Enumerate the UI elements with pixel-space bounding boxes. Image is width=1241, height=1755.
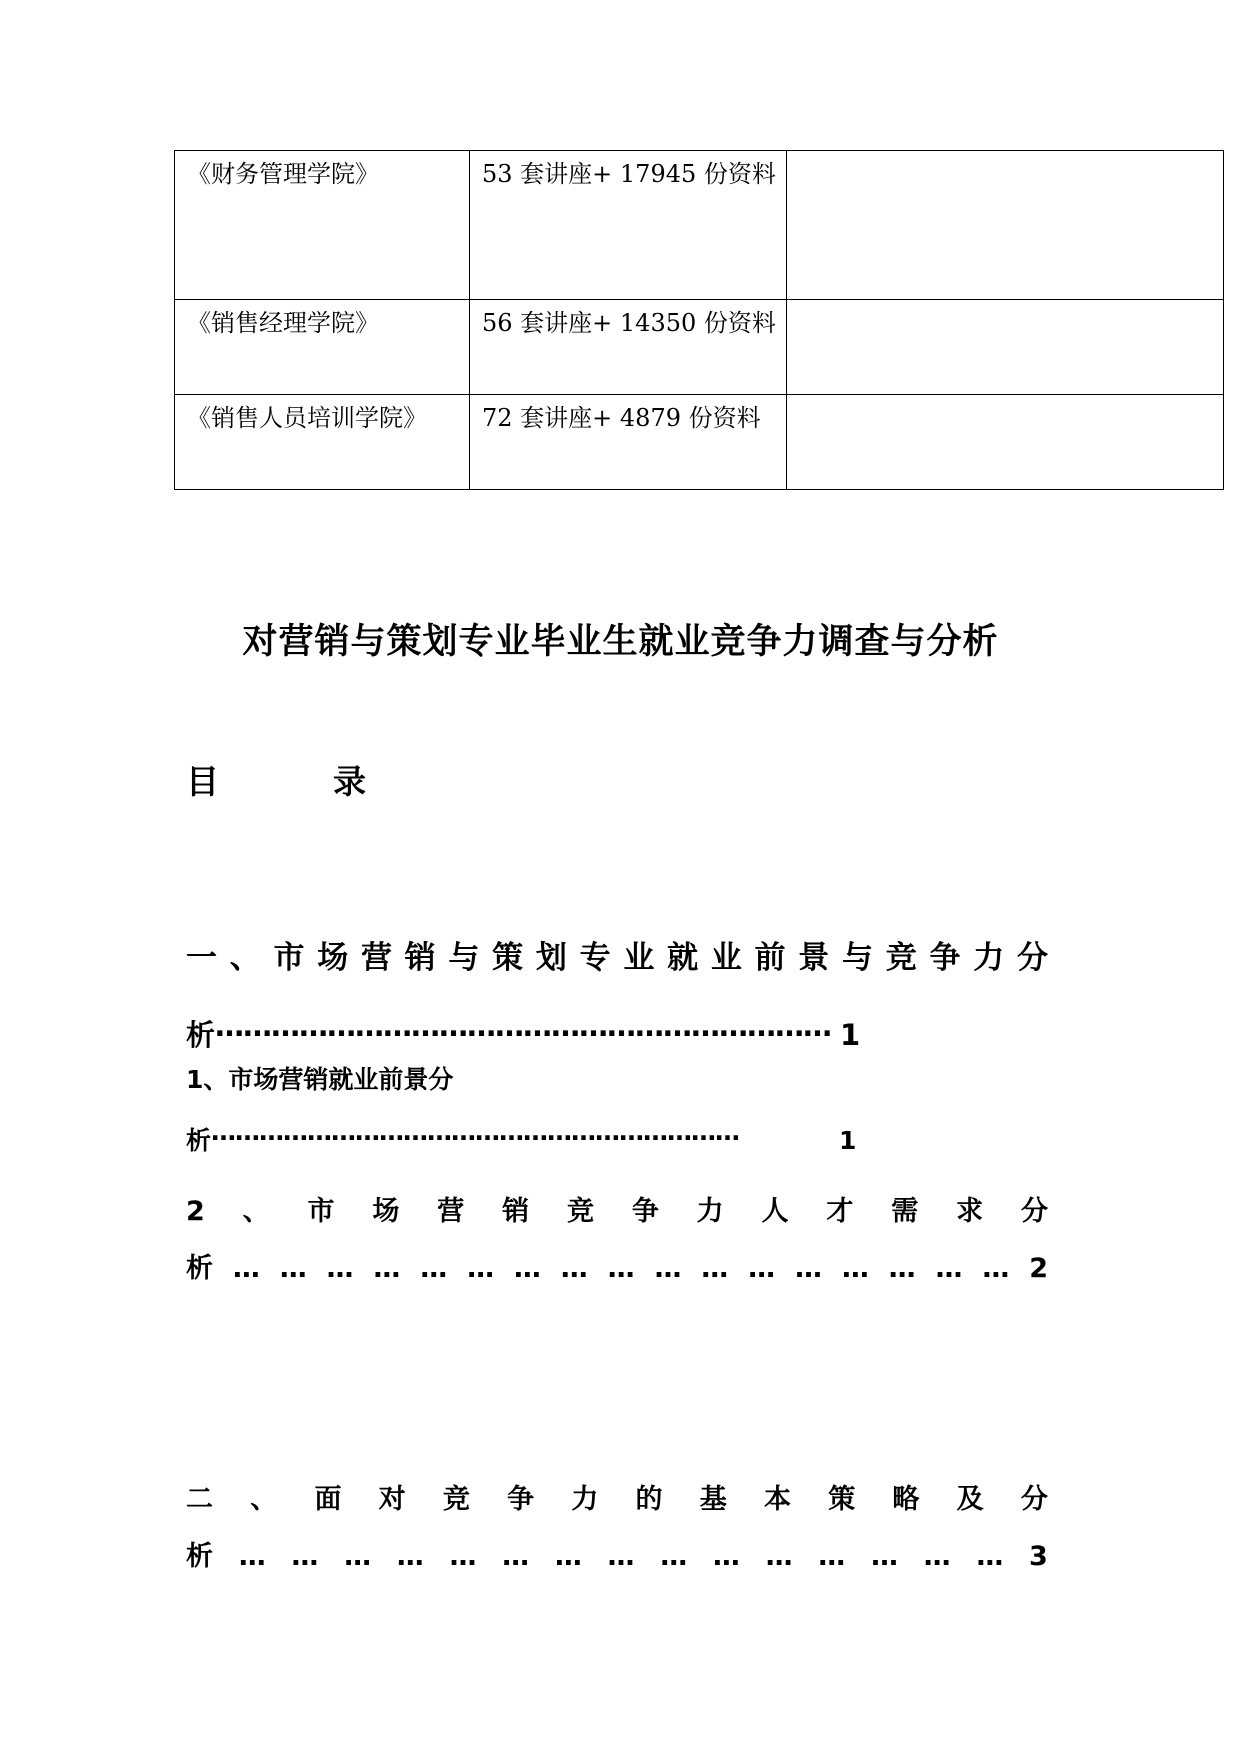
toc-entry-char: 专 [579, 940, 611, 976]
table-cell-name: 《销售经理学院》 [175, 300, 470, 395]
toc-leader-dots: … [982, 1253, 1010, 1284]
toc-entry-char: 一 [186, 940, 217, 976]
toc-entry-char: 及 [956, 1484, 984, 1515]
toc-leader-dots: … [420, 1253, 448, 1284]
toc-entry-char: 场 [317, 940, 349, 976]
toc-leader-dots: … [396, 1541, 424, 1572]
toc-entry-lead: 析 [186, 1253, 213, 1284]
toc-leader-dots: … [467, 1253, 495, 1284]
toc-entry-char: 景 [798, 940, 830, 976]
document-title: 对营销与策划专业毕业生就业竞争力调查与分析 [242, 622, 999, 662]
toc-entry-lead: 析 [186, 1541, 213, 1572]
toc-entry-char: 与 [448, 940, 480, 976]
toc-entry-4-line2 [186, 1538, 1048, 1576]
toc-page-number: 1 [840, 1018, 861, 1052]
table-cell-desc: 72 套讲座+ 4879 份资料 [470, 395, 787, 490]
toc-entry-char: 力 [973, 940, 1005, 976]
toc-entry-char: 市 [273, 940, 305, 976]
toc-leader-dots: … [513, 1253, 541, 1284]
toc-leader-dots: … [291, 1541, 319, 1572]
toc-entry-char: 力 [696, 1196, 724, 1227]
toc-heading-char: 录 [333, 762, 366, 801]
toc-page-number: 1 [839, 1126, 857, 1155]
toc-leader-dots: … [449, 1541, 477, 1572]
toc-entry-char: 业 [623, 940, 655, 976]
toc-entry-char: 面 [314, 1484, 342, 1515]
toc-entry-char: 与 [842, 940, 874, 976]
toc-leader-dots: … [607, 1253, 635, 1284]
toc-entry-2-line2 [186, 1115, 1048, 1158]
toc-entry-char: 营 [437, 1196, 465, 1227]
table-row [175, 395, 1224, 490]
toc-leader-dots: … [654, 1253, 682, 1284]
toc-leader-dots: … [794, 1253, 822, 1284]
toc-entry-char: 竞 [442, 1484, 470, 1515]
table-row [175, 151, 1224, 300]
toc-leader-dots: … [818, 1541, 846, 1572]
toc-entry-char: 略 [892, 1484, 920, 1515]
toc-entry-char: 的 [635, 1484, 663, 1515]
toc-entry-char: 二 [186, 1484, 213, 1515]
toc-entry-char: 求 [956, 1196, 984, 1227]
toc-leader-dots: … [701, 1253, 729, 1284]
toc-leader-dots: … [238, 1541, 266, 1572]
table-row [175, 300, 1224, 395]
toc-leader-dots: … [765, 1541, 793, 1572]
toc-entry-char: 就 [667, 940, 699, 976]
toc-entry-char: 人 [761, 1196, 789, 1227]
toc-entry-char: 场 [372, 1196, 400, 1227]
toc-leader-dots: … [712, 1541, 740, 1572]
toc-leader-dots: … [373, 1253, 401, 1284]
table-cell-desc: 56 套讲座+ 14350 份资料 [470, 300, 787, 395]
toc-leader-dots: … [607, 1541, 635, 1572]
table-cell-name: 《财务管理学院》 [175, 151, 470, 300]
toc-leader-dots: … [923, 1541, 951, 1572]
toc-entry-char: 销 [404, 940, 436, 976]
toc-entry-char: 销 [502, 1196, 530, 1227]
toc-leader-dots: … [888, 1253, 916, 1284]
toc-entry-lead: 析 [186, 1018, 216, 1052]
toc-entry-char: 基 [699, 1484, 727, 1515]
toc-entry-char: 市 [307, 1196, 335, 1227]
toc-entry-1-line2 [186, 1007, 1048, 1054]
toc-entry-char: 需 [891, 1196, 919, 1227]
toc-heading-char: 目 [186, 762, 219, 801]
toc-leader-dots: … [326, 1253, 354, 1284]
toc-entry-2-line1: 1、市场营销就业前景分 [186, 1065, 454, 1094]
toc-entry-char: 策 [492, 940, 524, 976]
toc-entry-char: 分 [1016, 940, 1048, 976]
table-cell-note [786, 395, 1223, 490]
toc-page-number: 2 [1029, 1253, 1048, 1284]
toc-entry-char: 2 [186, 1196, 205, 1227]
toc-entry-char: 、 [229, 940, 261, 976]
toc-leader-dots: … [748, 1253, 776, 1284]
toc-entry-char: 分 [1020, 1196, 1048, 1227]
toc-entry-char: 争 [507, 1484, 535, 1515]
table-cell-name: 《销售人员培训学院》 [175, 395, 470, 490]
toc-entry-3-line1 [186, 1195, 1048, 1229]
toc-entry-lead: 析 [186, 1126, 212, 1155]
toc-leader-dots: … [976, 1541, 1004, 1572]
toc-leader-dots: ………………………………………………………… [215, 1009, 832, 1043]
toc-leader-dots: … [554, 1541, 582, 1572]
toc-entry-char: 划 [535, 940, 567, 976]
toc-entry-1-line1 [186, 938, 1048, 978]
toc-entry-3-line2 [186, 1250, 1048, 1288]
toc-leader-dots: … [344, 1541, 372, 1572]
toc-entry-4-line1 [186, 1482, 1048, 1518]
toc-leader-dots: … [232, 1253, 260, 1284]
toc-entry-char: 本 [763, 1484, 791, 1515]
toc-entry-char: 营 [360, 940, 392, 976]
toc-leader-dots: … [660, 1541, 688, 1572]
toc-leader-dots: … [279, 1253, 307, 1284]
toc-leader-dots: … [502, 1541, 530, 1572]
toc-entry-char: 对 [378, 1484, 406, 1515]
toc-entry-char: 、 [250, 1484, 278, 1515]
toc-leader-dots: … [935, 1253, 963, 1284]
resource-table [174, 150, 1224, 490]
toc-entry-char: 业 [710, 940, 742, 976]
table-cell-desc: 53 套讲座+ 17945 份资料 [470, 151, 787, 300]
toc-page-number: 3 [1029, 1541, 1048, 1572]
toc-entry-char: 策 [828, 1484, 856, 1515]
toc-leader-dots: ………………………………………………………… [211, 1117, 740, 1146]
toc-entry-char: 前 [754, 940, 786, 976]
toc-leader-dots: … [560, 1253, 588, 1284]
toc-entry-char: 分 [1020, 1484, 1048, 1515]
toc-heading [186, 762, 366, 802]
toc-entry-char: 、 [242, 1196, 270, 1227]
toc-leader-dots: … [841, 1253, 869, 1284]
table-cell-note [786, 300, 1223, 395]
toc-leader-dots: … [870, 1541, 898, 1572]
toc-entry-char: 争 [929, 940, 961, 976]
toc-entry-char: 争 [631, 1196, 659, 1227]
toc-entry-char: 竞 [566, 1196, 594, 1227]
toc-entry-char: 才 [826, 1196, 854, 1227]
table-cell-note [786, 151, 1223, 300]
toc-entry-char: 力 [571, 1484, 599, 1515]
toc-entry-char: 竞 [885, 940, 917, 976]
